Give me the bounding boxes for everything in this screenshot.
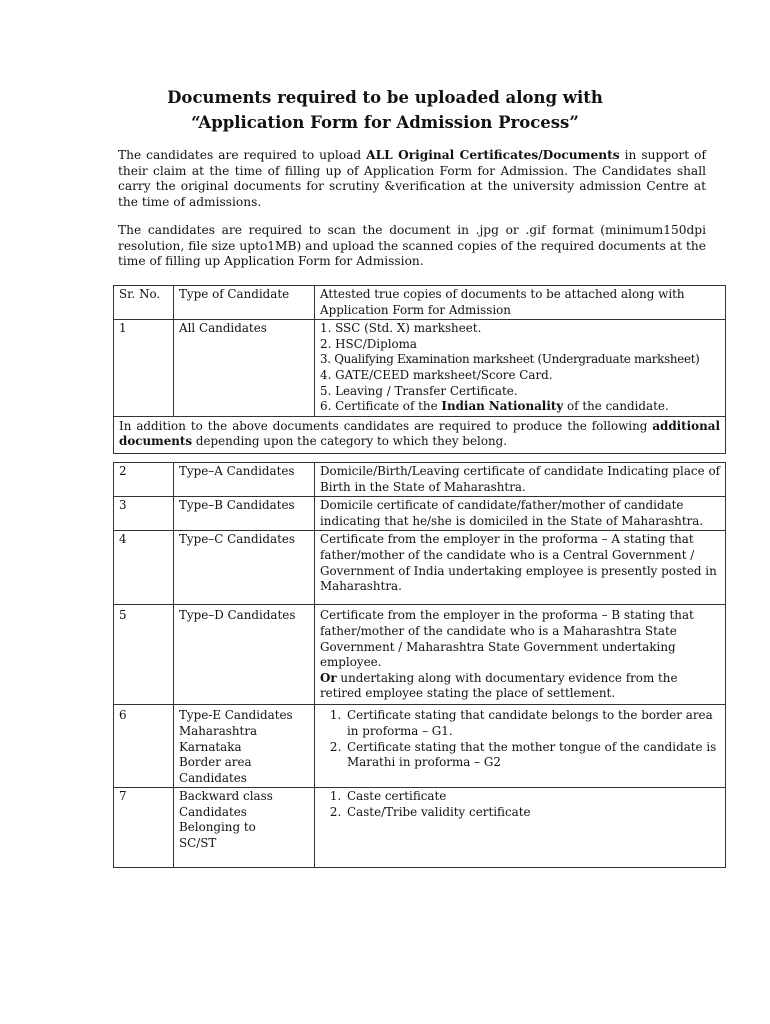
row6-type-line: Candidates	[179, 770, 247, 785]
list-item: 1. Caste certificate	[345, 789, 720, 805]
row5-or-line	[320, 671, 720, 702]
title-line-1: Documents required to be uploaded along with	[167, 88, 603, 107]
note-text: In addition to the above documents candidates are required to produce the following	[119, 418, 653, 433]
list-item: 2. Certificate stating that the mother tongue of the candidate is Marathi in proforma – G2	[345, 740, 720, 771]
row1-doc-6	[320, 399, 720, 415]
documents-table	[113, 285, 726, 868]
row5-docs	[315, 605, 726, 705]
header-sr-no: Sr. No.	[114, 286, 174, 320]
additional-note-row	[114, 416, 726, 453]
row4-sr: 4	[114, 531, 174, 605]
row5-type: Type–D Candidates	[174, 605, 315, 705]
separator-cell	[114, 453, 726, 462]
table-row	[114, 605, 726, 705]
row7-type-line: Belonging to	[179, 820, 256, 835]
intro-paragraph-1	[118, 148, 706, 210]
intro-p1-text-after: in support of their claim at the time of filling up of Application Form for Admission. The Candidates shall carry the original documents for scrutiny &verification at the university admission Centre at the time of admissions.	[118, 148, 706, 209]
row3-sr: 3	[114, 497, 174, 531]
row3-docs: Domicile certificate of candidate/father/mother of candidate indicating that he/she is domiciled in the State of Maharashtra.	[315, 497, 726, 531]
list-item: 1. Certificate stating that candidate belongs to the border area in proforma – G1.	[345, 708, 720, 739]
row7-sr: 7	[114, 788, 174, 868]
row1-docs	[315, 320, 726, 417]
row6-type-line: Border area	[179, 755, 252, 770]
row5-docs-text: Certificate from the employer in the proforma – B stating that father/mother of the candidate who is a Maharashtra State Government / Maharashtra State Government undertaking employee.	[320, 608, 694, 670]
row7-type-line: SC/ST	[179, 836, 217, 851]
intro-p1-bold: ALL Original Certificates/Documents	[366, 148, 620, 162]
row1-doc-6-bold: Indian Nationality	[441, 399, 564, 414]
note-bold: additional documents	[119, 418, 720, 449]
table-header-row	[114, 286, 726, 320]
row7-type-line: Candidates	[179, 804, 247, 819]
row5-or-text: undertaking along with documentary evidence from the retired employee stating the place of settlement.	[320, 670, 678, 701]
row6-type-line: Maharashtra	[179, 723, 258, 738]
row6-type-line: Type-E Candidates	[179, 708, 293, 723]
table-row	[114, 497, 726, 531]
header-documents: Attested true copies of documents to be attached along with Application Form for Admission	[315, 286, 726, 320]
row6-sr: 6	[114, 705, 174, 788]
row5-or-bold: Or	[320, 670, 337, 685]
row6-type-line: Karnataka	[179, 739, 242, 754]
list-item: 2. Caste/Tribe validity certificate	[345, 805, 720, 821]
row1-doc-2: 2. HSC/Diploma	[320, 336, 418, 351]
title-line-2: “Application Form for Admission Process”	[191, 113, 579, 132]
row2-docs: Domicile/Birth/Leaving certificate of candidate Indicating place of Birth in the State of Maharashtra.	[315, 462, 726, 496]
row1-doc-1: 1. SSC (Std. X) marksheet.	[320, 321, 482, 336]
row2-type: Type–A Candidates	[174, 462, 315, 496]
row7-type-line: Backward class	[179, 789, 273, 804]
row1-doc-6-text: 6. Certificate of the	[320, 399, 442, 414]
page-title	[0, 85, 770, 135]
row6-doc-list	[320, 708, 720, 770]
header-type: Type of Candidate	[174, 286, 315, 320]
table-row	[114, 705, 726, 788]
row1-doc-6-after: of the candidate.	[563, 399, 669, 414]
intro-paragraph-2: The candidates are required to scan the document in .jpg or .gif format (minimum150dpi resolution, file size upto1MB) and upload the scanned copies of the required documents at the time of filling up Application Form for Admission.	[118, 223, 706, 269]
row6-type	[174, 705, 315, 788]
table-row	[114, 531, 726, 605]
table-row	[114, 320, 726, 417]
table-separator	[114, 453, 726, 462]
row4-docs: Certificate from the employer in the proforma – A stating that father/mother of the candidate who is a Central Government / Government of India undertaking employee is presently posted in Maharashtra.	[315, 531, 726, 605]
additional-note	[114, 416, 726, 453]
row2-sr: 2	[114, 462, 174, 496]
row1-doc-3: 3. Qualifying Examination marksheet (Undergraduate marksheet)	[320, 352, 700, 367]
table-row	[114, 788, 726, 868]
table-row	[114, 462, 726, 496]
row7-doc-list	[320, 789, 720, 820]
row1-sr: 1	[114, 320, 174, 417]
intro-p1-text: The candidates are required to upload	[118, 148, 367, 162]
row1-doc-5: 5. Leaving / Transfer Certificate.	[320, 383, 518, 398]
row3-type: Type–B Candidates	[174, 497, 315, 531]
note-text-after: depending upon the category to which they belong.	[192, 434, 508, 449]
row1-doc-4: 4. GATE/CEED marksheet/Score Card.	[320, 367, 553, 382]
row7-docs	[315, 788, 726, 868]
row1-type: All Candidates	[174, 320, 315, 417]
row5-sr: 5	[114, 605, 174, 705]
row4-type: Type–C Candidates	[174, 531, 315, 605]
row6-docs	[315, 705, 726, 788]
row7-type	[174, 788, 315, 868]
